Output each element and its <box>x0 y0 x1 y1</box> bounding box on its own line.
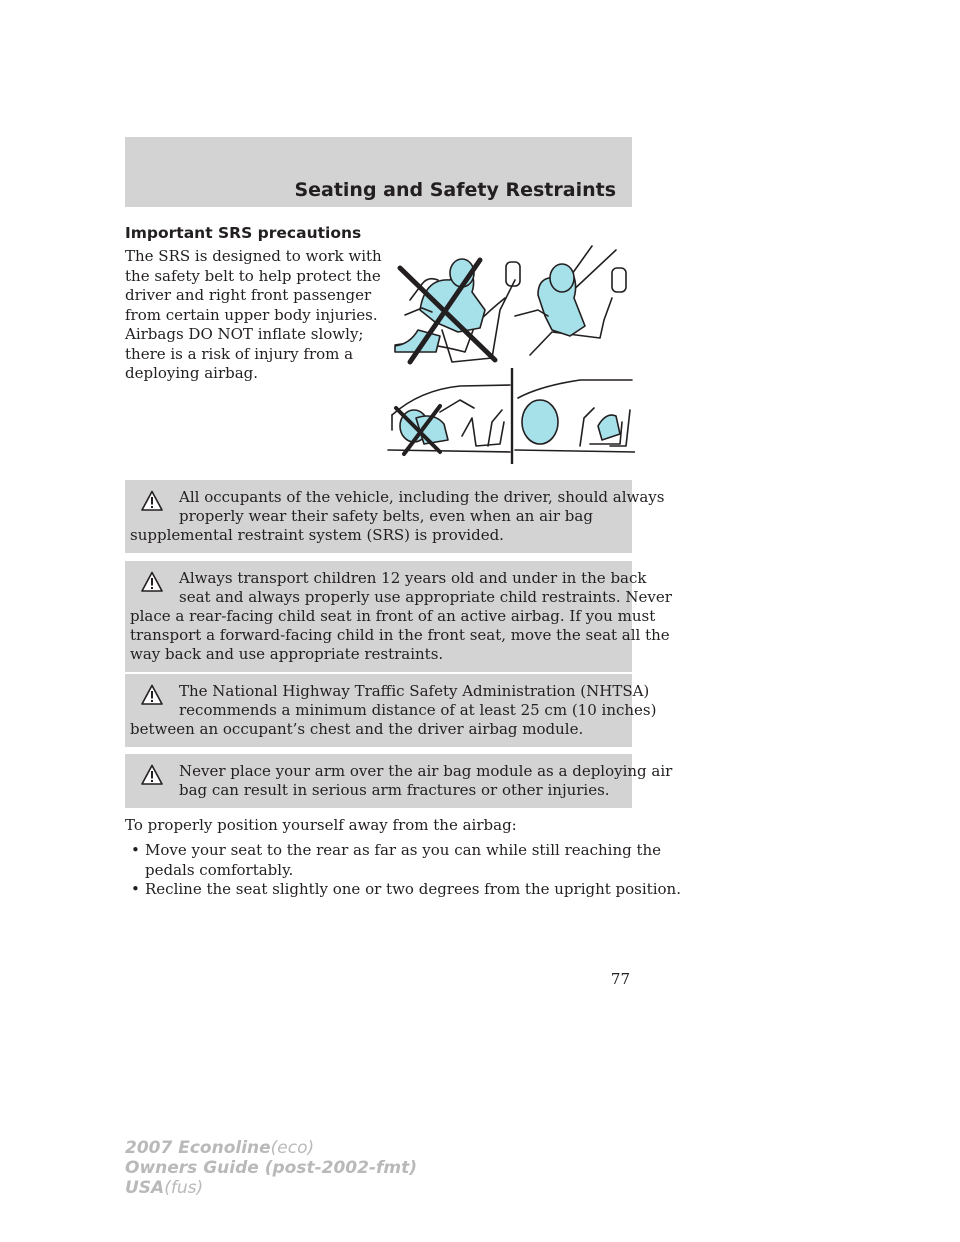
warning-line: recommends a minimum distance of at least 25 cm (10 inches) <box>179 701 657 719</box>
footer-guide: Owners Guide (post-2002-fmt) <box>125 1158 418 1178</box>
bullet-text <box>125 880 681 900</box>
footer-market: USA <box>125 1178 165 1198</box>
warning-triangle-icon <box>141 684 163 706</box>
warning-line: Never place your arm over the air bag module as a deploying air <box>179 762 673 780</box>
chapter-title: Seating and Safety Restraints <box>294 179 616 201</box>
list-item <box>125 841 662 880</box>
intro-line: The SRS is designed to work with <box>125 247 382 265</box>
section-header-band <box>125 137 632 207</box>
warning-triangle-icon <box>141 764 163 786</box>
airbag-seating-illustration <box>380 240 635 468</box>
warning-line: The National Highway Traffic Safety Administration (NHTSA) <box>179 682 650 700</box>
bullet-mark: • <box>131 841 140 859</box>
warning-line: way back and use appropriate restraints. <box>130 645 444 663</box>
intro-paragraph <box>125 247 382 384</box>
warning-box <box>125 674 657 747</box>
intro-line: Airbags DO NOT inflate slowly; <box>125 325 364 343</box>
warning-line: seat and always properly use appropriate child restraints. Never <box>179 588 672 606</box>
warning-box <box>125 480 665 553</box>
footer-line <box>125 1138 417 1158</box>
bullet-mark: • <box>131 880 140 898</box>
warning-triangle-icon <box>141 571 163 593</box>
intro-line: from certain upper body injuries. <box>125 305 378 324</box>
bullet-line: pedals comfortably. <box>145 860 294 879</box>
positioning-intro: To properly position yourself away from the airbag: <box>125 816 517 834</box>
page-number: 77 <box>610 970 630 988</box>
bullet-line: Move your seat to the rear as far as you can while still reaching the <box>145 841 662 859</box>
warning-line: Always transport children 12 years old and under in the back <box>179 569 647 587</box>
bullet-line: Recline the seat slightly one or two degrees from the upright position. <box>145 880 681 898</box>
footer-market-code: (fus) <box>164 1178 204 1198</box>
bullet-text <box>125 841 662 880</box>
warning-line: transport a forward-facing child in the front seat, move the seat all the <box>130 626 670 644</box>
intro-line: driver and right front passenger <box>125 286 372 304</box>
footer-model: 2007 Econoline <box>125 1138 271 1158</box>
warning-line: between an occupant’s chest and the driver airbag module. <box>130 720 584 738</box>
list-item <box>125 880 681 900</box>
document-footer <box>125 1138 417 1198</box>
warning-line: supplemental restraint system (SRS) is provided. <box>130 526 504 544</box>
warning-triangle-icon <box>141 490 163 512</box>
intro-line: deploying airbag. <box>125 364 259 382</box>
intro-line: there is a risk of injury from a <box>125 344 354 363</box>
warning-box <box>125 561 672 672</box>
footer-model-code: (eco) <box>270 1138 315 1158</box>
footer-line <box>125 1178 417 1198</box>
section-title: Important SRS precautions <box>125 224 362 242</box>
warning-line: All occupants of the vehicle, including the driver, should always <box>179 488 665 506</box>
warning-line: bag can result in serious arm fractures or other injuries. <box>179 781 610 799</box>
warning-box <box>125 754 673 808</box>
warning-line: properly wear their safety belts, even when an air bag <box>179 507 593 525</box>
warning-line: place a rear-facing child seat in front of an active airbag. If you must <box>130 607 656 625</box>
intro-line: the safety belt to help protect the <box>125 266 381 285</box>
